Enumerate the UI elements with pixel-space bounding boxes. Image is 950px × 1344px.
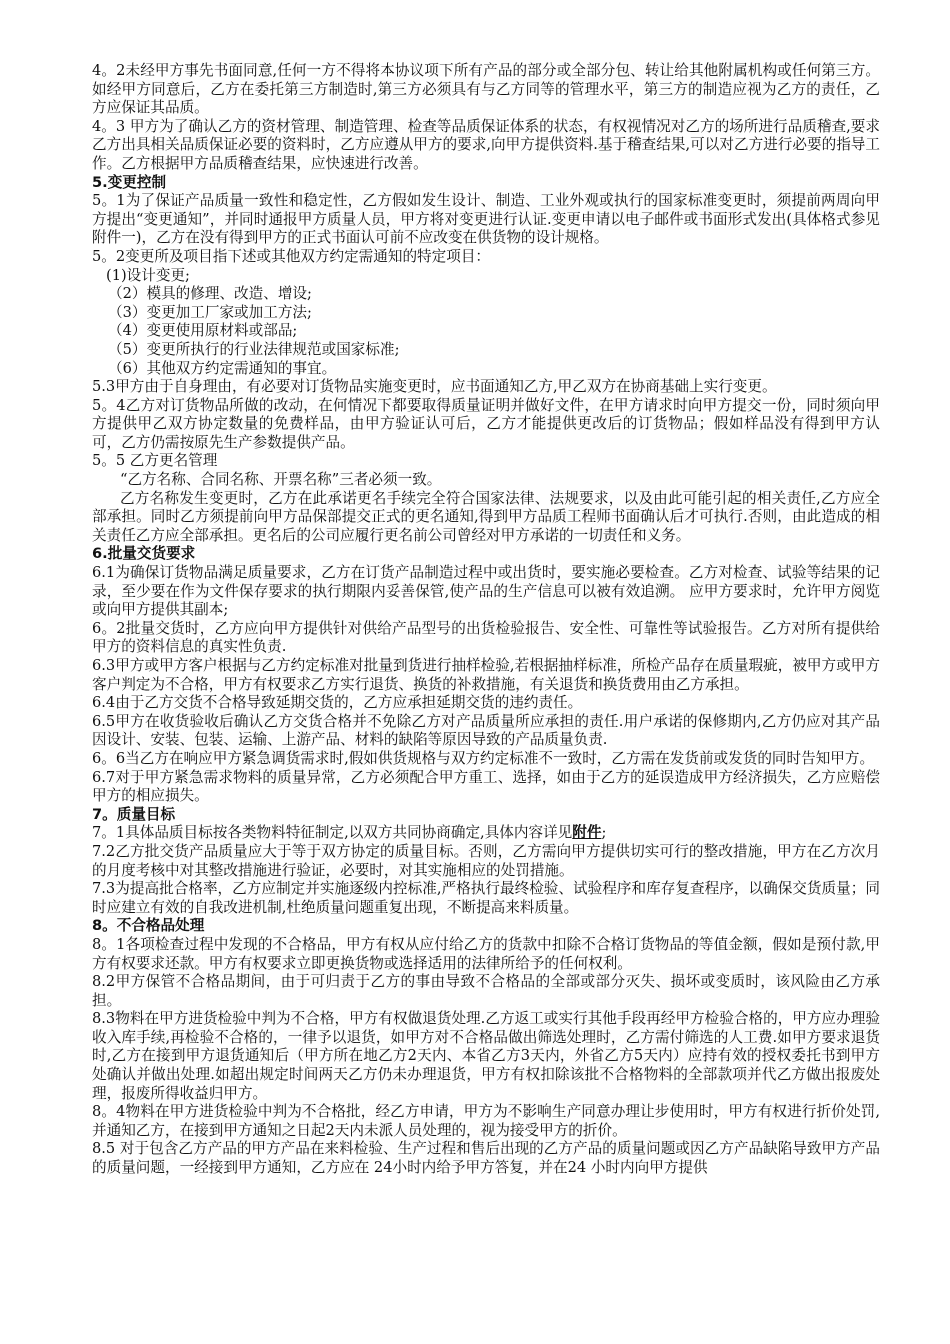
- paragraph-8-3: 8.3物料在甲方进货检验中判为不合格，甲方有权做退货处理.乙方返工或实行其他手段再经甲方检验合格的，甲方应办理验收入库手续,再检验不合格的，一律予以退货，如甲方对不合格品做出筛选处理时，乙方需付筛选的人工费.如甲方要求退货时,乙方在接到甲方退货通知后（甲方所在地乙方2天内、本省乙方3天内，外省乙方5天内）应持有效的授权委托书到甲方处确认并做出处理.如超出规定时间两天乙方仍未办理退货，甲方有权扣除该批不合格物料的全部款项并代乙方做出报废处理，报废所得收益归甲方。: [92, 1010, 880, 1102]
- paragraph-8-5: 8.5 对于包含乙方产品的甲方产品在来料检验、生产过程和售后出现的乙方产品的质量问题或因乙方产品缺陷导致甲方产品的质量问题，一经接到甲方通知，乙方应在 24小时内给予甲方答复，并在24 小时内向甲方提供: [92, 1140, 880, 1177]
- paragraph-8-2: 8.2甲方保管不合格品期间，由于可归责于乙方的事由导致不合格品的全部或部分灭失、损坏或变质时，该风险由乙方承担。: [92, 973, 880, 1009]
- list-item: （4）变更使用原材料或部品;: [108, 322, 298, 340]
- indented-paragraph: 乙方名称发生变更时，乙方在此承诺更名手续完全符合国家法律、法规要求，以及由此可能引起的相关责任,乙方应全部承担。同时乙方须提前向甲方品保部提交正式的更名通知,得到甲方品质工程师书面确认后才可执行.否则，由此造成的相关责任乙方应全部承担。更名后的公司应履行更名前公司曾经对甲方承诺的一切责任和义务。: [92, 489, 880, 544]
- list-item: （6）其他双方约定需通知的事宜。: [108, 359, 337, 377]
- list-item: （3）变更加工厂家或加工方法;: [108, 303, 312, 321]
- paragraph-8-1: 8。1各项检查过程中发现的不合格品，甲方有权从应付给乙方的货款中扣除不合格订货物品的等值金额，假如是预付款,甲方有权要求还款。甲方有权要求立即更换货物或选择适用的法律所给予的任何权利。: [92, 935, 880, 972]
- indented-paragraph: “乙方名称、合同名称、开票名称”三者必须一致。: [120, 471, 442, 489]
- paragraph-4-3: 4。3 甲方为了确认乙方的资材管理、制造管理、检查等品质保证体系的状态，有权视情况对乙方的场所进行品质稽查,要求乙方出具相关品质保证必要的资料时，乙方应遵从甲方的要求,向甲方提供资料.基于稽查结果,可以对乙方进行必要的指导工作。乙方根据甲方品质稽查结果，应快速进行改善。: [92, 117, 880, 172]
- paragraph-7-1-end: ;: [601, 824, 607, 842]
- paragraph-7-1-text: 7。1具体品质目标按各类物料特征制定,以双方共同协商确定,具体内容详见: [92, 824, 573, 842]
- attachment-link[interactable]: 附件: [572, 824, 602, 842]
- heading-8: 8。不合格品处理: [92, 917, 205, 935]
- paragraph-6-5: 6.5甲方在收货验收后确认乙方交货合格并不免除乙方对产品质量所应承担的责任.用户承诺的保修期内,乙方仍应对其产品因设计、安装、包装、运输、上游产品、材料的缺陷等原因导致的产品质量负责.: [92, 712, 880, 749]
- paragraph-5-2: 5。2变更所及项目指下述或其他双方约定需通知的特定项目：: [92, 247, 491, 265]
- paragraph-6-4: 6.4由于乙方交货不合格导致延期交货的，乙方应承担延期交货的违约责任。: [92, 694, 583, 712]
- list-item: （5）变更所执行的行业法律规范或国家标准;: [108, 340, 400, 358]
- heading-5: 5.变更控制: [92, 173, 167, 191]
- paragraph-6-6: 6。6当乙方在响应甲方紧急调货需求时,假如供货规格与双方约定标准不一致时，乙方需在发货前或发货的同时告知甲方。: [92, 749, 875, 767]
- heading-7: 7。质量目标: [92, 805, 176, 823]
- paragraph-8-4: 8。4物料在甲方进货检验中判为不合格批，经乙方申请，甲方为不影响生产同意办理让步使用时，甲方有权进行折价处罚,并通知乙方，在接到甲方通知之日起2天内未派人员处理的，视为接受甲方的折价。: [92, 1103, 880, 1139]
- list-item: （2）模具的修理、改造、增设;: [108, 285, 312, 303]
- paragraph-4-2: 4。2未经甲方事先书面同意,任何一方不得将本协议项下所有产品的部分或全部分包、转让给其他附属机构或任何第三方。如经甲方同意后，乙方在委托第三方制造时,第三方必须具有与乙方同等的管理水平，第三方的制造应视为乙方的责任，乙方应保证其品质。: [92, 62, 880, 117]
- heading-6: 6.批量交货要求: [92, 545, 196, 563]
- paragraph-5-1: 5。1为了保证产品质量一致性和稳定性，乙方假如发生设计、制造、工业外观或执行的国家标准变更时，须提前两周向甲方提出“变更通知”，并同时通报甲方质量人员，甲方将对变更进行认证.变更申请以电子邮件或书面形式发出(具体格式参见附件一)，乙方在没有得到甲方的正式书面认可前不应改变在供货物的设计规格。: [92, 192, 880, 247]
- paragraph-5-3: 5.3甲方由于自身理由，有必要对订货物品实施变更时，应书面通知乙方,甲乙双方在协商基础上实行变更。: [92, 378, 777, 396]
- paragraph-7-2: 7.2乙方批交货产品质量应大于等于双方协定的质量目标。否则，乙方需向甲方提供切实可行的整改措施，甲方在乙方次月的月度考核中对其整改措施进行验证，必要时，对其实施相应的处罚措施。: [92, 842, 880, 879]
- paragraph-6-2: 6。2批量交货时，乙方应向甲方提供针对供给产品型号的出货检验报告、安全性、可靠性等试验报告。乙方对所有提供给甲方的资料信息的真实性负责.: [92, 619, 880, 656]
- paragraph-7-3: 7.3为提高批合格率，乙方应制定并实施逐级内控标准,严格执行最终检验、试验程序和库存复查程序，以确保交货质量；同时应建立有效的自我改进机制,杜绝质量问题重复出现，不断提高来料质量。: [92, 880, 880, 916]
- paragraph-6-1: 6.1为确保订货物品满足质量要求，乙方在订货产品制造过程中或出货时，要实施必要检查。乙方对检查、试验等结果的记录，至少要在作为文件保存要求的执行期限内妥善保管,使产品的生产信息可以被有效追溯。 应甲方要求时，允许甲方阅览或向甲方提供其副本;: [92, 564, 880, 619]
- paragraph-5-4: 5。4乙方对订货物品所做的改动，在何情况下都要取得质量证明并做好文件，在甲方请求时向甲方提交一份，同时须向甲方提供甲乙双方协定数量的免费样品，由甲方验证认可后，乙方才能提供更改后的订货物品；假如样品没有得到甲方认可，乙方仍需按原先生产参数提供产品。: [92, 396, 880, 451]
- paragraph-7-1: [92, 824, 880, 843]
- paragraph-6-3: 6.3甲方或甲方客户根据与乙方约定标准对批量到货进行抽样检验,若根据抽样标准，所检产品存在质量瑕疵，被甲方或甲方客户判定为不合格，甲方有权要求乙方实行退货、换货的补救措施，有关退货和换货费用由乙方承担。: [92, 657, 880, 693]
- paragraph-5-5: 5。5 乙方更名管理: [92, 452, 218, 470]
- list-item: (1)设计变更;: [106, 266, 190, 284]
- paragraph-6-7: 6.7对于甲方紧急需求物料的质量异常，乙方必须配合甲方重工、选择，如由于乙方的延误造成甲方经济损失，乙方应赔偿甲方的相应损失。: [92, 768, 880, 805]
